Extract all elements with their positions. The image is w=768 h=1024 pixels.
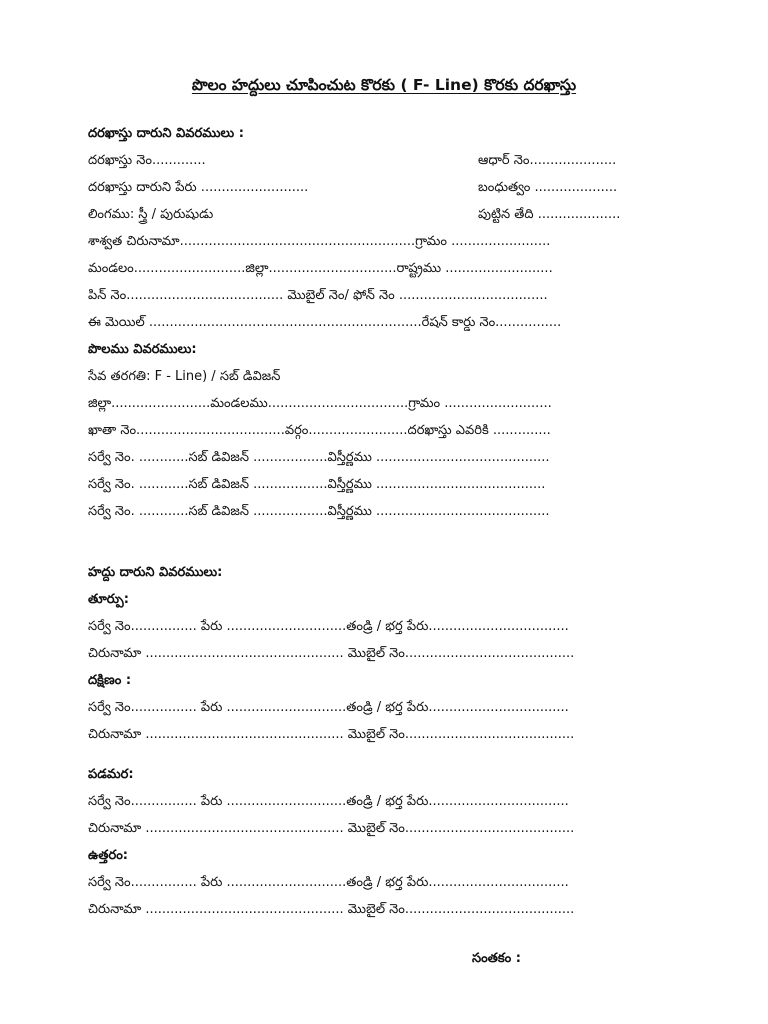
- west-survey-field: సర్వే నెం................ పేరు .............................తండ్రి / భర్త పేరు..................................: [88, 794, 569, 809]
- permanent-address-field: శాశ్వత చిరునామా.........................................................గ్రామం ........................: [88, 234, 551, 249]
- district-mandal-village-field: జిల్లా........................మండలము..................................గ్రామం ..........................: [88, 396, 552, 411]
- applicant-name-row: [88, 178, 688, 198]
- gender-field: లింగము: స్త్రీ / పురుషుడు: [88, 207, 214, 222]
- direction-north-label: ఉత్తరం:: [88, 848, 128, 863]
- direction-west-label: పడమర:: [88, 767, 134, 782]
- form-title-text: పొలం హద్దులు చూపించుట కొరకు ( F- Line) కొరకు దరఖాస్తు: [191, 76, 577, 94]
- north-address-field: చిరునామా ................................................ మొబైల్ నెం.........................................: [88, 902, 575, 917]
- direction-east-label: తూర్పు:: [88, 592, 129, 607]
- date-of-birth-field: పుట్టిన తేది ....................: [478, 207, 621, 222]
- applicant-name-field: దరఖాస్తు దారుని పేరు ..........................: [88, 180, 309, 195]
- application-number-field: దరఖాస్తు నెం.............: [88, 153, 206, 168]
- service-type-field: సేవ తరగతి: F - Line) / సబ్ డివిజన్: [88, 369, 281, 384]
- east-survey-field: సర్వే నెం................ పేరు .............................తండ్రి / భర్త పేరు..................................: [88, 619, 569, 634]
- form-title: [0, 76, 768, 98]
- south-survey-field: సర్వే నెం................ పేరు .............................తండ్రి / భర్త పేరు..................................: [88, 700, 569, 715]
- signature-label: సంతకం :: [472, 951, 521, 966]
- survey-row: సర్వే నెం. ............సబ్ డివిజన్ ..................విస్తీర్ణము ..........................................: [88, 504, 550, 519]
- north-survey-field: సర్వే నెం................ పేరు .............................తండ్రి / భర్త పేరు..................................: [88, 875, 569, 890]
- email-ration-card-field: ఈ మెయిల్ ..................................................................రేషన్ కార్డు నెం................: [88, 315, 562, 330]
- applicant-section-heading: దరఖాస్తు దారుని వివరములు :: [88, 126, 244, 141]
- survey-row: సర్వే నెం. ............సబ్ డివిజన్ ..................విస్తీర్ణము .........................................: [88, 477, 546, 492]
- direction-south-label: దక్షిణం :: [88, 673, 132, 688]
- aadhar-number-field: ఆధార్ నెం.....................: [478, 153, 617, 168]
- survey-row: సర్వే నెం. ............సబ్ డివిజన్ ..................విస్తీర్ణము ..........................................: [88, 450, 550, 465]
- south-address-field: చిరునామా ................................................ మొబైల్ నెం.........................................: [88, 727, 575, 742]
- land-section-heading: పొలము వివరములు:: [88, 342, 197, 357]
- east-address-field: చిరునామా ................................................ మొబైల్ నెం.........................................: [88, 646, 575, 661]
- west-address-field: చిరునామా ................................................ మొబైల్ నెం.........................................: [88, 821, 575, 836]
- application-number-row: [88, 151, 688, 171]
- mandal-district-state-field: మండలం...........................జిల్లా...............................రాష్ట్రము ..........................: [88, 261, 553, 276]
- relation-field: బంధుత్వం ....................: [478, 180, 618, 195]
- gender-row: [88, 205, 688, 225]
- pin-mobile-field: పిన్ నెం...................................... మొబైల్ నెం/ ఫోన్ నెం ....................................: [88, 288, 548, 303]
- khata-number-field: ఖాతా నెం....................................వర్గం........................దరఖాస్తు ఎవరికి ..............: [88, 423, 551, 438]
- boundary-section-heading: హద్దు దారుని వివరములు:: [88, 565, 223, 580]
